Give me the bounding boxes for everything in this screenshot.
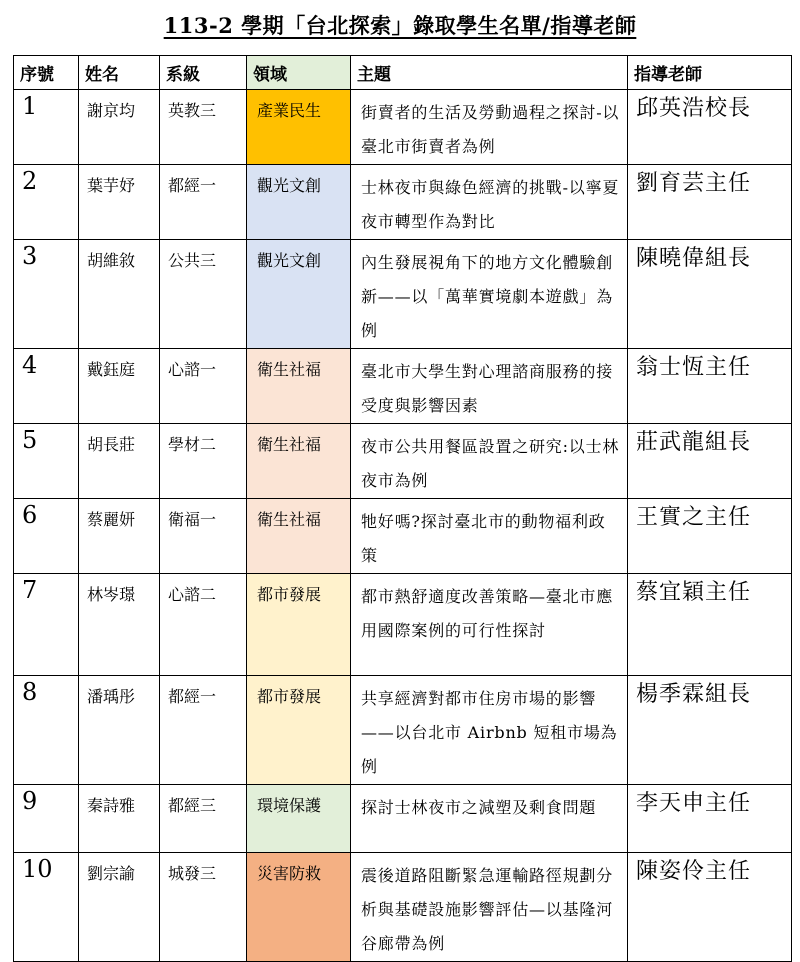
row-topic: 震後道路阻斷緊急運輸路徑規劃分析與基礎設施影響評估—以基隆河谷廊帶為例 [351, 853, 628, 962]
row-topic: 都市熱舒適度改善策略—臺北市應用國際案例的可行性探討 [351, 574, 628, 676]
row-seq: 7 [14, 574, 79, 676]
row-seq: 1 [14, 90, 79, 165]
row-domain: 衛生社福 [247, 424, 351, 499]
page-title: 113-2 學期「台北探索」錄取學生名單/指導老師 [163, 13, 637, 38]
header-seq: 序號 [14, 56, 79, 90]
row-seq: 3 [14, 240, 79, 349]
table-row [14, 349, 792, 424]
header-advisor: 指導老師 [628, 56, 792, 90]
row-domain: 災害防救 [247, 853, 351, 962]
row-advisor: 翁士恆主任 [628, 349, 792, 424]
header-name: 姓名 [79, 56, 160, 90]
title-container [0, 10, 800, 40]
row-name: 劉宗諭 [79, 853, 160, 962]
row-seq: 4 [14, 349, 79, 424]
row-advisor: 邱英浩校長 [628, 90, 792, 165]
row-seq: 2 [14, 165, 79, 240]
row-dept: 心諮二 [160, 574, 247, 676]
row-advisor: 陳曉偉組長 [628, 240, 792, 349]
row-dept: 公共三 [160, 240, 247, 349]
row-dept: 學材二 [160, 424, 247, 499]
row-seq: 5 [14, 424, 79, 499]
row-advisor: 劉育芸主任 [628, 165, 792, 240]
row-topic: 牠好嗎?探討臺北市的動物福利政策 [351, 499, 628, 574]
table-row [14, 574, 792, 676]
row-advisor: 楊季霖組長 [628, 676, 792, 785]
row-domain: 觀光文創 [247, 165, 351, 240]
row-advisor: 王實之主任 [628, 499, 792, 574]
row-domain: 環境保護 [247, 785, 351, 853]
row-name: 葉芋妤 [79, 165, 160, 240]
row-topic: 內生發展視角下的地方文化體驗創新——以「萬華實境劇本遊戲」為例 [351, 240, 628, 349]
row-dept: 衛福一 [160, 499, 247, 574]
row-advisor: 李天申主任 [628, 785, 792, 853]
row-topic: 臺北市大學生對心理諮商服務的接受度與影響因素 [351, 349, 628, 424]
row-domain: 都市發展 [247, 574, 351, 676]
student-list-table [13, 55, 792, 962]
header-dept: 系級 [160, 56, 247, 90]
row-dept: 城發三 [160, 853, 247, 962]
row-domain: 觀光文創 [247, 240, 351, 349]
row-seq: 8 [14, 676, 79, 785]
row-dept: 都經一 [160, 165, 247, 240]
row-domain: 產業民生 [247, 90, 351, 165]
row-domain: 衛生社福 [247, 499, 351, 574]
header-topic: 主題 [351, 56, 628, 90]
row-seq: 9 [14, 785, 79, 853]
row-advisor: 莊武龍組長 [628, 424, 792, 499]
row-dept: 心諮一 [160, 349, 247, 424]
row-name: 胡長莊 [79, 424, 160, 499]
table-row [14, 853, 792, 962]
row-name: 戴鈺庭 [79, 349, 160, 424]
row-dept: 都經三 [160, 785, 247, 853]
row-topic: 共享經濟對都市住房市場的影響——以台北市 Airbnb 短租市場為例 [351, 676, 628, 785]
table-row [14, 785, 792, 853]
row-seq: 6 [14, 499, 79, 574]
row-domain: 都市發展 [247, 676, 351, 785]
table-row [14, 499, 792, 574]
row-advisor: 陳姿伶主任 [628, 853, 792, 962]
row-name: 潘瑀彤 [79, 676, 160, 785]
row-topic: 街賣者的生活及勞動過程之探討-以臺北市街賣者為例 [351, 90, 628, 165]
row-name: 蔡麗妍 [79, 499, 160, 574]
table-row [14, 90, 792, 165]
table-row [14, 165, 792, 240]
row-dept: 都經一 [160, 676, 247, 785]
table-row [14, 676, 792, 785]
row-seq: 10 [14, 853, 79, 962]
row-advisor: 蔡宜穎主任 [628, 574, 792, 676]
row-name: 秦詩雅 [79, 785, 160, 853]
row-name: 謝京均 [79, 90, 160, 165]
row-dept: 英教三 [160, 90, 247, 165]
row-topic: 夜市公共用餐區設置之研究:以士林夜市為例 [351, 424, 628, 499]
header-row [14, 56, 792, 90]
table-row [14, 240, 792, 349]
row-domain: 衛生社福 [247, 349, 351, 424]
row-topic: 士林夜市與綠色經濟的挑戰-以寧夏夜市轉型作為對比 [351, 165, 628, 240]
row-name: 林岑璟 [79, 574, 160, 676]
header-domain: 領域 [247, 56, 351, 90]
row-topic: 探討士林夜市之減塑及剩食問題 [351, 785, 628, 853]
row-name: 胡維敘 [79, 240, 160, 349]
table-row [14, 424, 792, 499]
